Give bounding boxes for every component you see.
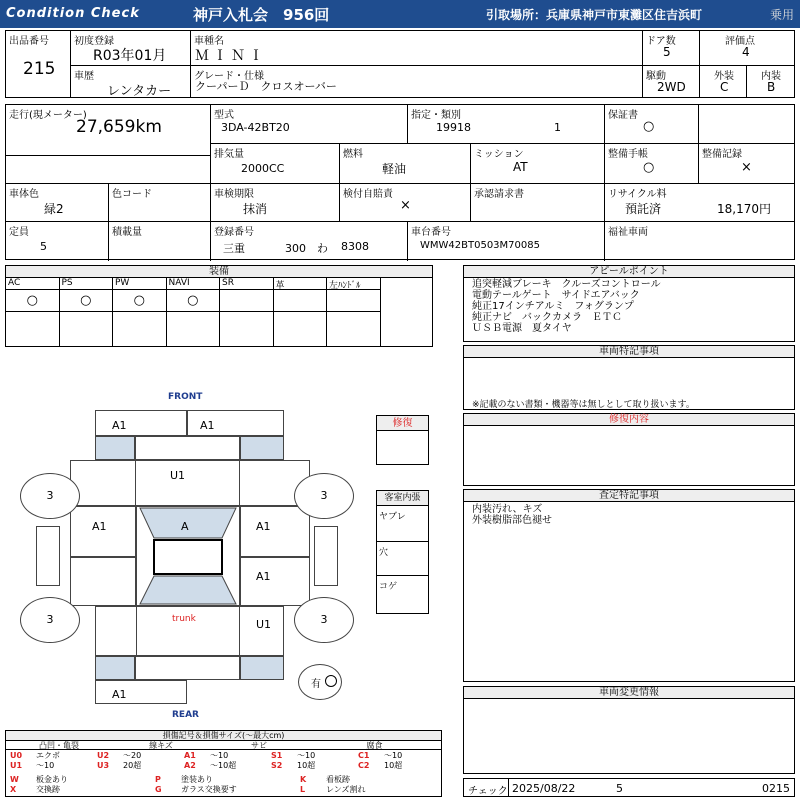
color-value: 緑2 — [44, 202, 64, 216]
recycle-label: リサイクル料 — [608, 189, 667, 200]
equipment-2 — [113, 278, 167, 346]
mark-tire-rl: 3 — [46, 613, 54, 626]
legend-code: K — [300, 775, 307, 784]
legend-desc: 20超 — [123, 761, 142, 770]
legend-code: L — [300, 785, 306, 794]
equipment-label: AC — [6, 278, 59, 290]
panel-rear-lower[interactable] — [135, 656, 240, 680]
equipment-label: SR — [220, 278, 273, 290]
score-value: 4 — [742, 45, 750, 59]
specs-block — [5, 104, 795, 260]
welfare-label: 福祉車両 — [608, 227, 648, 238]
inspection-value: 抹消 — [243, 202, 268, 216]
mark-left-front-door: A1 — [92, 520, 107, 533]
score-label: 評価点 — [725, 36, 755, 47]
vin-label: 車台番号 — [411, 227, 451, 238]
front-label: FRONT — [168, 392, 203, 402]
legend-code: U1 — [10, 761, 23, 770]
damage-legend — [5, 730, 442, 797]
mark-rear-bumper: A1 — [112, 688, 127, 701]
equipment-label: 左ﾊﾝﾄﾞﾙ — [327, 278, 380, 290]
panel-hood[interactable] — [135, 460, 240, 506]
tire-front-left[interactable] — [20, 473, 80, 519]
special-notes-title: 車両特記事項 — [464, 346, 794, 358]
spare-tire-icon — [325, 675, 337, 687]
appeal-block — [463, 265, 795, 342]
legend-desc: ～10超 — [210, 761, 237, 770]
record-value: × — [741, 160, 752, 175]
mark-tire-rr: 3 — [320, 613, 328, 626]
self-check-value: × — [400, 198, 411, 213]
manual-label: 整備手帳 — [608, 149, 648, 160]
pickup-location: 引取場所：兵庫県神戸市東灘区住吉浜町 — [486, 8, 703, 22]
plate-class: 300 わ — [285, 242, 328, 255]
tire-front-right[interactable] — [294, 473, 354, 519]
check-count: 5 — [616, 782, 623, 795]
interior-damage-title: 客室内張 — [377, 491, 428, 506]
changes-title: 車両変更情報 — [464, 687, 794, 699]
right-door-divider — [240, 556, 310, 558]
exterior-grade: C — [720, 80, 729, 94]
legend-desc: 交換跡 — [36, 785, 60, 794]
first-reg-label: 初度登録 — [74, 36, 114, 47]
designation-label: 指定・類別 — [411, 110, 461, 121]
panel-rear-bumper[interactable] — [95, 680, 187, 704]
equipment-4 — [220, 278, 274, 346]
appeal-title: アピールポイント — [464, 266, 794, 278]
tire-rear-left[interactable] — [20, 597, 80, 643]
self-check-label: 検付自賠責 — [343, 189, 393, 200]
mileage-label: 走行(現メーター) — [9, 110, 87, 121]
legend-desc: 10超 — [297, 761, 316, 770]
warranty-label: 保証書 — [608, 110, 638, 121]
interior-label: 内装 — [761, 71, 781, 82]
check-id: 0215 — [762, 782, 790, 795]
interior-hole: 穴 — [379, 548, 389, 558]
left-door-divider — [70, 556, 136, 558]
transmission-value: AT — [513, 160, 528, 174]
appeal-line: 純正17インチアルミ フォグランプ — [472, 301, 634, 312]
legend-desc: 塗装あり — [181, 775, 213, 784]
legend-code: G — [155, 785, 162, 794]
interior-tear: ヤブレ — [379, 512, 406, 522]
legend-group: 凸凹・亀裂 — [6, 741, 112, 750]
model-name: ＭＩＮＩ — [195, 48, 267, 64]
color-code-label: 色コード — [112, 189, 152, 200]
legend-desc: エクボ — [36, 751, 60, 760]
legend-group: 腐食 — [308, 741, 441, 750]
load-label: 積載量 — [112, 227, 142, 238]
displacement-value: 2000CC — [241, 162, 285, 175]
equipment-1 — [60, 278, 114, 346]
grade-value: クーパーＤ クロスオーバー — [195, 80, 337, 93]
legend-desc: ～10 — [297, 751, 316, 760]
drive-label: 駆動 — [646, 71, 666, 82]
equipment-6 — [327, 278, 381, 346]
first-reg-value: R03年01月 — [93, 48, 167, 64]
approval-label: 承認請求書 — [474, 189, 524, 200]
legend-code: U2 — [97, 751, 110, 760]
name-label: 車種名 — [194, 36, 224, 47]
interior-damage-box — [376, 490, 429, 614]
equipment-label: PW — [113, 278, 166, 290]
mark-front-right: A1 — [200, 419, 215, 432]
repair-side-label: 修復 — [377, 416, 428, 431]
mileage-value: 27,659km — [76, 117, 162, 137]
vin-value: WMW42BT0503M70085 — [420, 240, 540, 251]
legend-desc: ～10 — [210, 751, 229, 760]
appeal-line: 純正ナビ バックカメラ ＥＴＣ — [472, 312, 622, 323]
mark-front-left: A1 — [112, 419, 127, 432]
color-label: 車体色 — [9, 189, 39, 200]
drive-value: 2WD — [657, 80, 686, 94]
equipment-value — [274, 290, 327, 312]
auction-name: 神戸入札会 956回 — [193, 6, 330, 24]
interior-grade: B — [767, 80, 776, 94]
special-notes-text: ※記載のない書類・機器等は無しとして取り扱います。 — [472, 400, 695, 410]
inspector-notes-title: 査定特記事項 — [464, 490, 794, 502]
displacement-label: 排気量 — [214, 149, 244, 160]
inspector-note-line: 内装汚れ、キズ — [472, 504, 543, 515]
appeal-lines — [472, 279, 661, 334]
legend-code: S1 — [271, 751, 283, 760]
legend-group: サビ — [210, 741, 308, 750]
mark-hood: U1 — [170, 469, 186, 482]
interior-burn: コゲ — [379, 582, 398, 592]
equipment-label: PS — [60, 278, 113, 290]
form-title: Condition Check — [6, 6, 140, 21]
mark-right-front-door: A1 — [256, 520, 271, 533]
legend-code: A1 — [184, 751, 196, 760]
inspection-label: 車検期限 — [214, 189, 254, 200]
panel-front-left-corner[interactable] — [95, 436, 135, 460]
plate-number: 8308 — [341, 240, 369, 253]
doors-value: 5 — [663, 45, 671, 59]
category-number: 1 — [554, 121, 561, 134]
panel-front-right-corner[interactable] — [240, 436, 284, 460]
mark-right-quarter: U1 — [256, 618, 272, 631]
legend-desc: 10超 — [384, 761, 403, 770]
legend-desc: レンズ割れ — [326, 785, 366, 794]
mark-tire-fr: 3 — [320, 489, 328, 502]
panel-right-sill[interactable] — [314, 526, 338, 586]
warranty-value: ○ — [643, 119, 655, 134]
equipment-value: ○ — [60, 290, 113, 312]
legend-desc: ～20 — [123, 751, 142, 760]
legend-code: U3 — [97, 761, 110, 770]
equipment-value — [220, 290, 273, 312]
inspector-notes-block — [463, 489, 795, 682]
legend-desc: 看板跡 — [326, 775, 350, 784]
equipment-0 — [6, 278, 60, 346]
check-label: チェック — [468, 786, 508, 797]
repair-block — [463, 413, 795, 486]
recycle-fee: 18,170円 — [717, 202, 771, 216]
manual-value: ○ — [643, 160, 655, 175]
check-footer — [463, 778, 795, 797]
plate-prefecture: 三重 — [223, 242, 245, 255]
special-notes-block — [463, 345, 795, 410]
recycle-status: 預託済 — [625, 202, 662, 216]
legend-code: C1 — [358, 751, 370, 760]
panel-left-sill[interactable] — [36, 526, 60, 586]
equipment-label: NAVI — [167, 278, 220, 290]
legend-code: S2 — [271, 761, 283, 770]
legend-code: A2 — [184, 761, 196, 770]
mark-tire-fl: 3 — [46, 489, 54, 502]
header-bar — [0, 0, 800, 28]
rear-label: REAR — [172, 710, 199, 720]
appeal-line: 追突軽減ブレーキ クルーズコントロール — [472, 279, 661, 290]
legend-code: C2 — [358, 761, 370, 770]
inspector-note-line: 外装樹脂部色褪せ — [472, 515, 552, 526]
vehicle-info-block — [5, 30, 795, 98]
changes-block — [463, 686, 795, 774]
legend-code: P — [155, 775, 161, 784]
plate-label: 登録番号 — [214, 227, 254, 238]
check-date: 2025/08/22 — [512, 782, 576, 795]
legend-desc: ～10 — [384, 751, 403, 760]
panel-front-grille[interactable] — [135, 436, 240, 460]
doors-label: ドア数 — [646, 36, 676, 47]
legend-desc: 板金あり — [36, 775, 68, 784]
equipment-value: ○ — [113, 290, 166, 312]
transmission-label: ミッション — [474, 149, 524, 160]
repair-side-box — [376, 415, 429, 465]
panel-front-bumper-left[interactable] — [95, 410, 187, 436]
fuel-label: 燃料 — [343, 149, 363, 160]
spare-tire[interactable] — [298, 664, 342, 700]
legend-code: W — [10, 775, 19, 784]
capacity-label: 定員 — [9, 227, 29, 238]
appeal-line: 電動テールゲート サイドエアバック — [472, 290, 640, 301]
fuel-value: 軽油 — [382, 162, 407, 176]
equipment-block — [5, 265, 433, 347]
history-value: レンタカー — [107, 84, 172, 99]
equipment-value: ○ — [167, 290, 220, 312]
model-code: 3DA-42BT20 — [221, 121, 290, 134]
legend-title: 損傷記号＆損傷サイズ(～最大cm) — [6, 731, 441, 741]
history-label: 車歴 — [74, 71, 94, 82]
equipment-value — [327, 290, 380, 312]
spare-tire-present: 有 — [311, 679, 321, 690]
panel-rear-right-corner[interactable] — [240, 656, 284, 680]
legend-code: U0 — [10, 751, 23, 760]
equipment-label: 革 — [274, 278, 327, 290]
mark-windshield: A — [181, 520, 189, 533]
panel-rear-left-corner[interactable] — [95, 656, 135, 680]
appeal-line: ＵＳＢ電源 夏タイヤ — [472, 323, 572, 334]
lot-number: 215 — [23, 59, 56, 79]
exterior-label: 外装 — [714, 71, 734, 82]
grade-label: グレード・仕様 — [194, 71, 264, 82]
equipment-3 — [167, 278, 221, 346]
vehicle-category: 乗用 — [769, 8, 794, 22]
tire-rear-right[interactable] — [294, 597, 354, 643]
mark-right-rear-door: A1 — [256, 570, 271, 583]
repair-title: 修復内容 — [464, 414, 794, 426]
trunk-label: trunk — [172, 614, 196, 624]
legend-group: 線キズ — [112, 741, 210, 750]
legend-code: X — [10, 785, 17, 794]
equipment-value: ○ — [6, 290, 59, 312]
inspector-notes-lines — [472, 504, 552, 526]
record-label: 整備記録 — [702, 149, 742, 160]
designation-value: 19918 — [436, 121, 471, 134]
legend-desc: ガラス交換要す — [181, 785, 237, 794]
lot-label: 出品番号 — [9, 36, 49, 47]
model-code-label: 型式 — [214, 110, 234, 121]
equipment-5 — [274, 278, 328, 346]
legend-desc: ～10 — [36, 761, 55, 770]
equipment-title: 装備 — [6, 266, 432, 278]
capacity-value: 5 — [40, 240, 47, 253]
